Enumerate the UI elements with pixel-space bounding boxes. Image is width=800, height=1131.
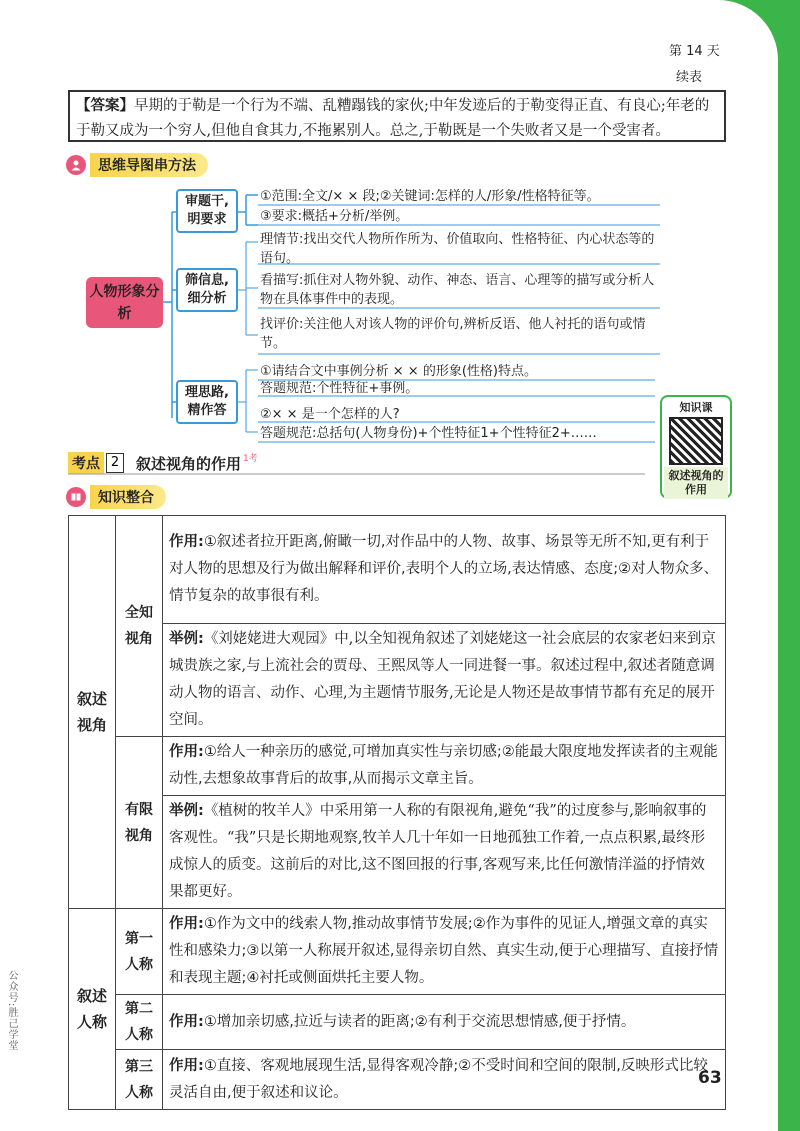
branch-2: 筛信息,细分析	[176, 268, 238, 312]
sub-omniscient: 全知视角	[116, 516, 163, 737]
sub-second-person: 第二人称	[116, 995, 163, 1050]
qr-top-label: 知识课	[679, 401, 713, 414]
mindmap-root: 人物形象分析	[86, 277, 163, 328]
table-row	[69, 796, 726, 909]
kaodian-number: 2	[106, 453, 124, 473]
book-icon	[66, 487, 86, 507]
sub-first-person: 第一人称	[116, 909, 163, 995]
sub-limited: 有限视角	[116, 737, 163, 909]
second-person-effect: 作用:①增加亲切感,拉近与读者的距离;②有利于交流思想情感,便于抒情。	[163, 995, 726, 1050]
leaf-3-2: 答题规范:个性特征+事例。	[260, 381, 419, 396]
leaf-3-1: ①请结合文中事例分析 × × 的形象(性格)特点。	[260, 364, 537, 379]
section-mindmap-title: 思维导图串方法	[90, 153, 208, 177]
kaodian-underline	[0, 0, 778, 480]
table-row	[69, 995, 726, 1050]
table-row	[69, 909, 726, 995]
table-row	[69, 737, 726, 796]
group-narrative-person: 叙述人称	[69, 909, 116, 1110]
first-person-effect: 作用:①作为文中的线索人物,推动故事情节发展;②作为事件的见证人,增强文章的真实性和感染力;③以第一人称展开叙述,显得亲切自然、真实生动,便于心理描写、直接抒情和表现主题;④衬托或侧面烘托主要人物。	[163, 909, 726, 995]
limited-example: 举例:《植树的牧羊人》中采用第一人称的有限视角,避免“我”的过度参与,影响叙事的客观性。“我”只是长期地观察,牧羊人几十年如一日地孤独工作着,一点点积累,最终形成惊人的质变。这前后的对比,这不图回报的行事,客观写来,比任何激情洋溢的抒情效果都更好。	[163, 796, 726, 909]
leaf-1-1: ①范围:全文/× × 段;②关键词:怎样的人/形象/性格特征等。	[260, 189, 600, 204]
leaf-3-4: 答题规范:总括句(人物身份)+个性特征1+个性特征2+……	[260, 426, 597, 441]
kaodian-title: 叙述视角的作用	[136, 454, 242, 473]
table-row	[69, 516, 726, 624]
leaf-2-3: 找评价:关注他人对该人物的评价句,辨析反语、他人衬托的语句或情节。	[260, 317, 646, 351]
answer-tag: 【答案】	[76, 98, 134, 114]
section-knowledge-title: 知识整合	[90, 485, 166, 509]
table-row	[69, 624, 726, 737]
qr-caption: 叙述视角的作用	[664, 467, 728, 499]
continued-label: 续表	[676, 70, 703, 85]
leaf-1-2: ③要求:概括+分析/举例。	[260, 209, 409, 224]
leaf-2-2: 看描写:抓住对人物外貌、动作、神态、语言、心理等的描写或分析人物在具体事件中的表现。	[260, 273, 655, 307]
side-watermark: 公众号:胜己学堂	[6, 970, 17, 1052]
leaf-3-3: ②× × 是一个怎样的人?	[260, 407, 400, 422]
omniscient-example: 举例:《刘姥姥进大观园》中,以全知视角叙述了刘姥姥这一社会底层的农家老妇来到京城贵族之家,与上流社会的贾母、王熙凤等人一同进餐一事。叙述过程中,叙述者随意调动人物的语言、动作、心理,为主题情节服务,无论是人物还是故事情节都有充足的展开空间。	[163, 624, 726, 737]
third-person-effect: 作用:①直接、客观地展现生活,显得客观冷静;②不受时间和空间的限制,反映形式比较灵活自由,便于叙述和议论。	[163, 1050, 726, 1110]
group-narrative-perspective: 叙述视角	[69, 516, 116, 909]
limited-effect: 作用:①给人一种亲历的感觉,可增加真实性与亲切感;②能最大限度地发挥读者的主观能动性,去想象故事背后的故事,从而揭示文章主旨。	[163, 737, 726, 796]
table-row	[69, 1050, 726, 1110]
sub-third-person: 第三人称	[116, 1050, 163, 1110]
section-knowledge-header	[66, 485, 166, 509]
kaodian-label: 考点	[68, 452, 104, 474]
knowledge-table	[68, 515, 726, 1110]
kaodian-frequency: 1考	[243, 453, 258, 464]
branch-1: 审题干,明要求	[176, 189, 238, 233]
answer-text: 早期的于勒是一个行为不端、乱糟蹋钱的家伙;中年发迹后的于勒变得正直、有良心;年老的于勒又成为一个穷人,但他自食其力,不拖累别人。总之,于勒既是一个失败者又是一个受害者。	[76, 98, 710, 139]
omniscient-effect: 作用:①叙述者拉开距离,俯瞰一切,对作品中的人物、故事、场景等无所不知,更有利于对人物的思想及行为做出解释和评价,表明个人的立场,表达情感、态度;②对人物众多、情节复杂的故事很有利。	[163, 516, 726, 624]
day-label: 第 14 天	[669, 44, 720, 59]
leaf-2-1: 理情节:找出交代人物所作所为、价值取向、性格特征、内心状态等的语句。	[260, 232, 655, 266]
branch-3: 理思路,精作答	[176, 380, 238, 424]
page-number: 63	[698, 1068, 722, 1088]
